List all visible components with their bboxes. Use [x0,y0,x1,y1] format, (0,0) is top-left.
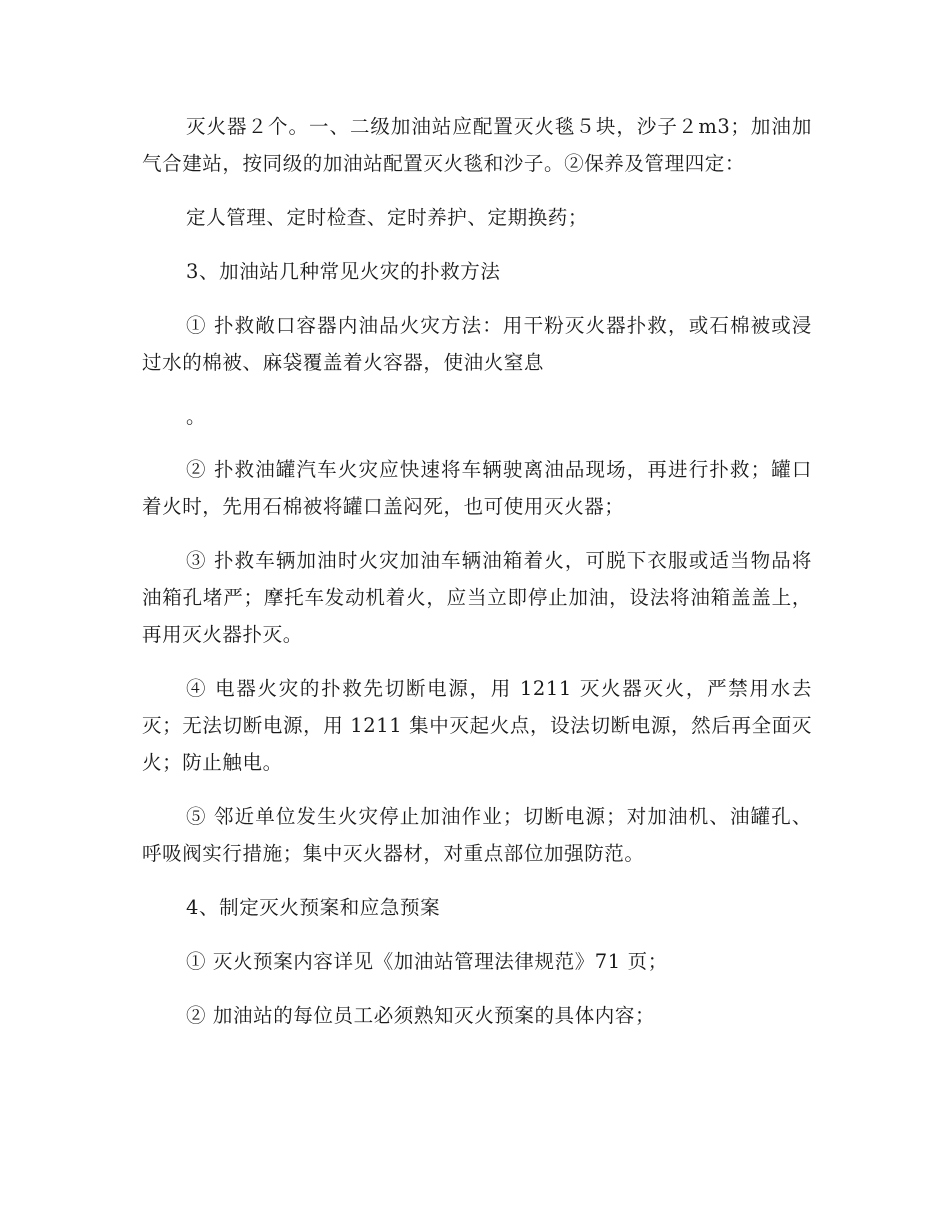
paragraph-neighbor-fire: ⑤ 邻近单位发生火灾停止加油作业；切断电源；对加油机、油罐孔、呼吸阀实行措施；集中灭火器材，对重点部位加强防范。 [142,805,812,865]
paragraph-open-container-fire: ① 扑救敞口容器内油品火灾方法：用干粉灭火器扑救，或石棉被或浸过水的棉被、麻袋覆盖着火容器，使油火窒息 [142,314,812,374]
paragraph-stray-period: 。 [186,405,207,428]
paragraph-staff-must-know: ② 加油站的每位员工必须熟知灭火预案的具体内容； [186,1004,656,1027]
heading-section-3: 3、加油站几种常见火灾的扑救方法 [186,260,501,283]
paragraph-vehicle-refuel-fire: ③ 扑救车辆加油时火灾加油车辆油箱着火，可脱下衣服或适当物品将油箱孔堵严；摩托车发动机着火，应当立即停止加油，设法将油箱盖盖上，再用灭火器扑灭。 [142,549,812,646]
paragraph-tank-truck-fire: ② 扑救油罐汽车火灾应快速将车辆驶离油品现场，再进行扑救；罐口着火时，先用石棉被将罐口盖闷死，也可使用灭火器； [142,458,812,518]
heading-section-4: 4、制定灭火预案和应急预案 [186,896,441,919]
paragraph-four-fixed-rules: 定人管理、定时检查、定时养护、定期换药； [186,206,589,229]
paragraph-electrical-fire: ④ 电器火灾的扑救先切断电源，用 1211 灭火器灭火，严禁用水去灭；无法切断电源，用 1211 集中灭起火点，设法切断电源，然后再全面灭火；防止触电。 [142,677,812,774]
paragraph-plan-reference: ① 灭火预案内容详见《加油站管理法律规范》71 页； [186,950,668,973]
document-body [142,108,812,1051]
paragraph-fire-equipment-config: 灭火器２个。一、二级加油站应配置灭火毯５块，沙子２m3；加油加气合建站，按同级的加油站配置灭火毯和沙子。②保养及管理四定： [142,115,812,175]
